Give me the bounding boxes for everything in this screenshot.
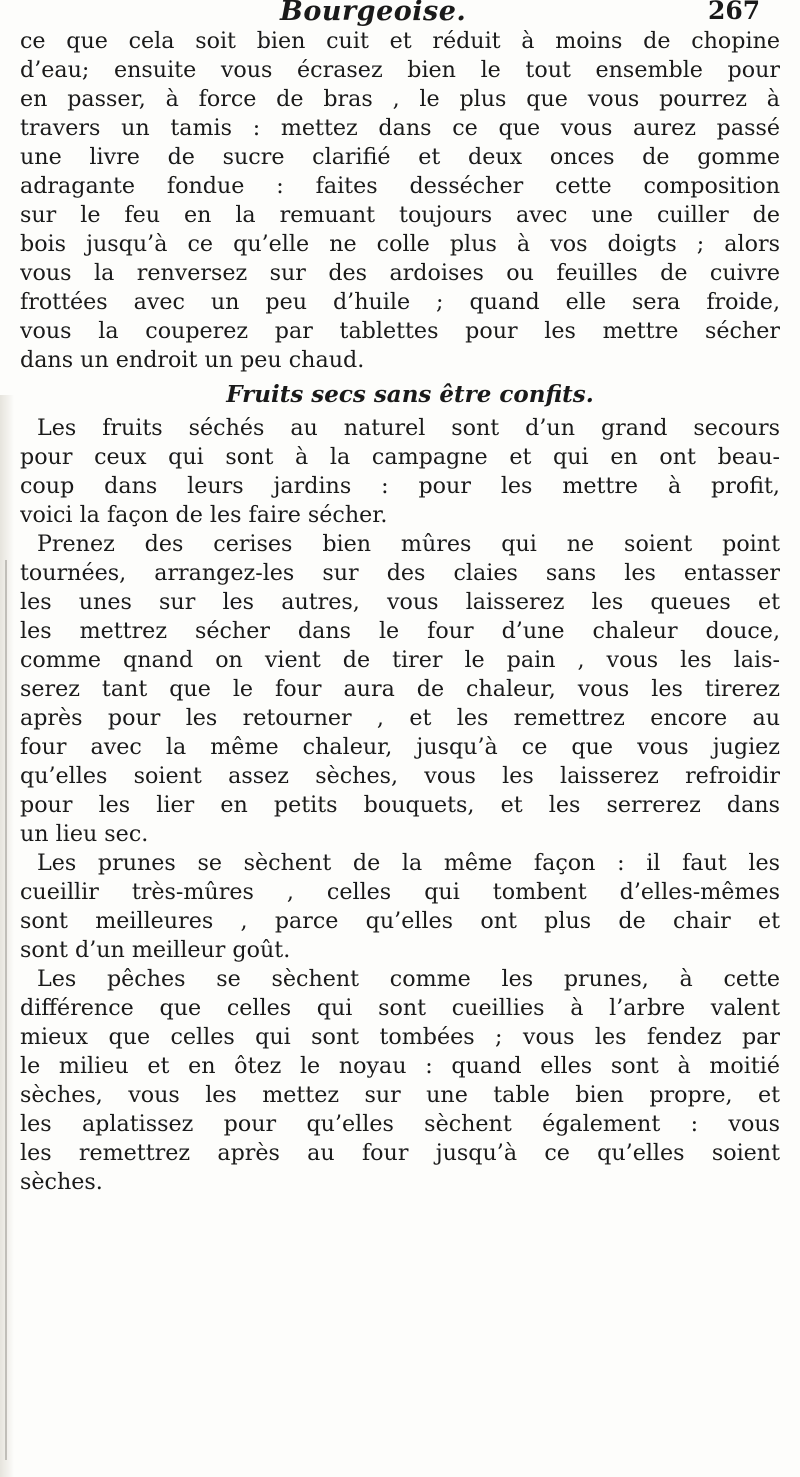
text-line: adragante fondue : faites dessécher cette composition: [20, 173, 780, 199]
text-line: sont d’un meilleur goût.: [20, 937, 291, 963]
text-line: sur le feu en la remuant toujours avec une cuiller de: [20, 202, 780, 228]
text-line: pour ceux qui sont à la campagne et qui en ont beau-: [20, 444, 780, 470]
text-line: une livre de sucre clarifié et deux onces de gomme: [20, 144, 780, 170]
text-line: frottées avec un peu d’huile ; quand elle sera froide,: [20, 289, 780, 315]
text-line: Les prunes se sèchent de la même façon : il faut les: [37, 850, 780, 876]
text-line: les unes sur les autres, vous laisserez les queues et: [20, 589, 780, 615]
page-number: 267: [708, 0, 761, 25]
text-line: sont meilleures , parce qu’elles ont plus de chair et: [20, 908, 780, 934]
text-line: Les fruits séchés au naturel sont d’un grand secours: [37, 415, 780, 441]
page-gutter-shadow: [0, 395, 14, 1477]
text-line: coup dans leurs jardins : pour les mettre à profit,: [20, 473, 780, 499]
body-text: [20, 27, 780, 1197]
text-line: après pour les retourner , et les remettrez encore au: [20, 705, 780, 731]
text-line: vous la couperez par tablettes pour les mettre sécher: [20, 318, 780, 344]
text-line: Prenez des cerises bien mûres qui ne soient point: [37, 531, 780, 557]
text-line: sèches, vous les mettez sur une table bien propre, et: [20, 1082, 780, 1108]
text-line: un lieu sec.: [20, 821, 149, 847]
text-line: cueillir très-mûres , celles qui tombent d’elles-mêmes: [20, 879, 780, 905]
text-line: voici la façon de les faire sécher.: [20, 502, 388, 528]
text-line: différence que celles qui sont cueillies à l’arbre valent: [20, 995, 780, 1021]
text-line: les aplatissez pour qu’elles sèchent également : vous: [20, 1111, 780, 1137]
text-line: sèches.: [20, 1169, 103, 1195]
text-line: ce que cela soit bien cuit et réduit à moins de chopine: [20, 28, 780, 54]
text-line: qu’elles soient assez sèches, vous les laisserez refroidir: [20, 763, 780, 789]
text-line: le milieu et en ôtez le noyau : quand elles sont à moitié: [20, 1053, 780, 1079]
text-line: mieux que celles qui sont tombées ; vous les fendez par: [20, 1024, 780, 1050]
text-line: les remettrez après au four jusqu’à ce qu’elles soient: [20, 1140, 780, 1166]
text-line: bois jusqu’à ce qu’elle ne colle plus à vos doigts ; alors: [20, 231, 780, 257]
running-title: Bourgeoise.: [280, 0, 467, 27]
text-line: Les pêches se sèchent comme les prunes, à cette: [37, 966, 780, 992]
text-line: serez tant que le four aura de chaleur, vous les tirerez: [20, 676, 780, 702]
text-line: vous la renversez sur des ardoises ou feuilles de cuivre: [20, 260, 780, 286]
text-line: d’eau; ensuite vous écrasez bien le tout ensemble pour: [20, 57, 780, 83]
text-line: pour les lier en petits bouquets, et les serrerez dans: [20, 792, 780, 818]
binding-edge: [5, 560, 7, 1460]
section-heading: Fruits secs sans être confits.: [226, 381, 594, 408]
text-line: four avec la même chaleur, jusqu’à ce que vous jugiez: [20, 734, 780, 760]
text-line: les mettrez sécher dans le four d’une chaleur douce,: [20, 618, 780, 644]
text-line: en passer, à force de bras , le plus que vous pourrez à: [20, 86, 780, 112]
text-line: travers un tamis : mettez dans ce que vous aurez passé: [20, 115, 780, 141]
text-line: tournées, arrangez-les sur des claies sans les entasser: [20, 560, 780, 586]
text-line: dans un endroit un peu chaud.: [20, 347, 365, 373]
text-line: comme qnand on vient de tirer le pain , vous les lais-: [20, 647, 780, 673]
